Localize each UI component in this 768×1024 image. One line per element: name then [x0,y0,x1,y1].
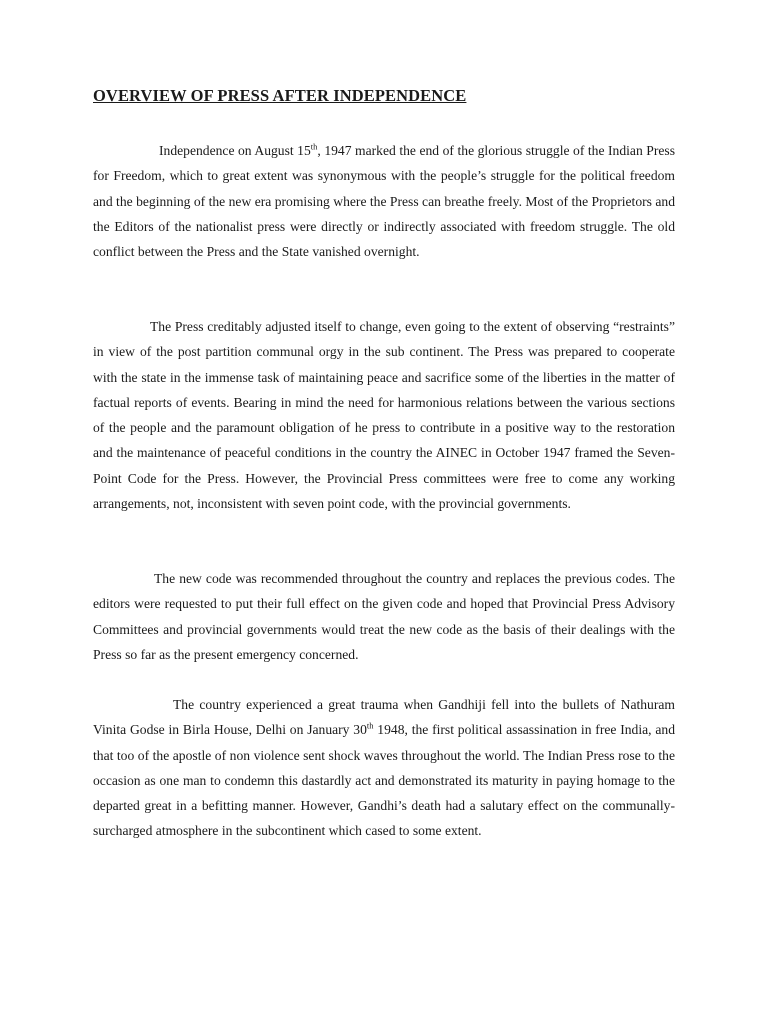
paragraph-gandhi-assassination [93,692,675,844]
paragraph-independence [93,138,675,264]
paragraph-text: The Press creditably adjusted itself to change, even going to the extent of observing “restraints” in view of the post partition communal orgy in the sub continent. The Press was prepared to cooperate with the state in the immense task of maintaining peace and sacrifice some of the liberties in the matter of factual reports of events. Bearing in mind the need for harmonious relations between the various sections of the people and the paramount obligation of he press to contribute in a positive way to the restoration and the maintenance of peaceful conditions in the country the AINEC in October 1947 framed the Seven-Point Code for the Press. However, the Provincial Press committees were free to come any working arrangements, not, inconsistent with seven point code, with the provincial governments. [93,319,675,512]
ordinal-suffix: th [310,141,318,152]
paragraph-press-restraints [93,314,675,516]
paragraph-new-code [93,566,675,667]
paragraph-text: The country experienced a great trauma when Gandhiji fell into the bullets of Nathuram Vinita Godse in Birla House, Delhi on January 30 [93,697,675,738]
paragraph-text: 1948, the first political assassination in free India, and that too of the apostle of non violence sent shock waves throughout the world. The Indian Press rose to the occasion as one man to condemn this dastardly act and demonstrated its maturity in paying homage to the departed great in a befitting manner. However, Gandhi’s death had a salutary effect on the communally-surcharged atmosphere in the subcontinent which cased to some extent. [93,722,675,839]
ordinal-suffix: th [366,720,374,731]
paragraph-text: The new code was recommended throughout the country and replaces the previous codes. The editors were requested to put their full effect on the given code and hoped that Provincial Press Advisory Committees and provincial governments would treat the new code as the basis of their dealings with the Press so far as the present emergency concerned. [93,571,675,662]
page-title: OVERVIEW OF PRESS AFTER INDEPENDENCE [93,86,467,105]
paragraph-text: , 1947 marked the end of the glorious struggle of the Indian Press for Freedom, which to great extent was synonymous with the people’s struggle for the political freedom and the beginning of the new era promising where the Press can breathe freely. Most of the Proprietors and the Editors of the nationalist press were directly or indirectly associated with freedom struggle. The old conflict between the Press and the State vanished overnight. [93,143,675,260]
paragraph-text: Independence on August 15 [159,143,311,158]
